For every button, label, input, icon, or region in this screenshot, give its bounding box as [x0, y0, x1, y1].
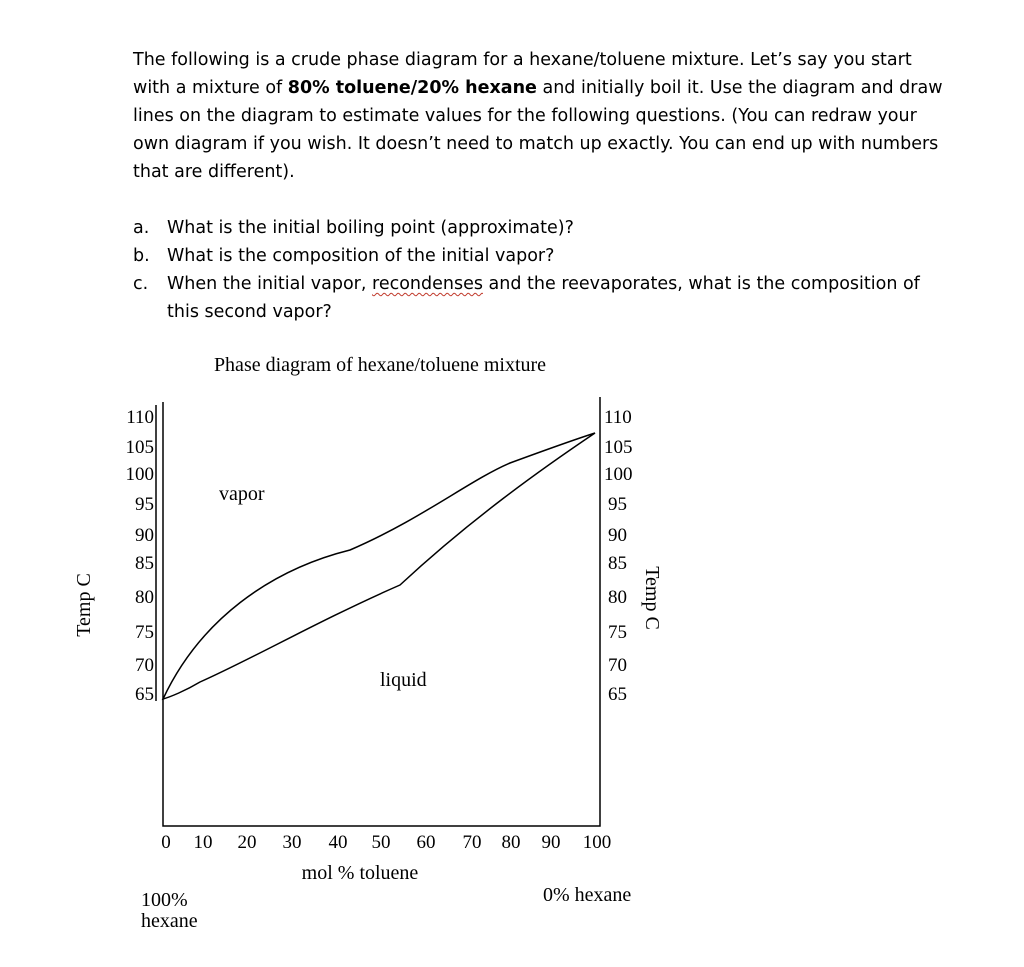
right-tick-label: 110 — [604, 407, 632, 428]
intro-bold-mixture: 80% toluene/20% hexane — [287, 78, 537, 98]
x-tick-label: 10 — [193, 832, 213, 853]
left-tick-label: 70 — [135, 655, 154, 676]
x-tick-label: 100 — [582, 832, 612, 853]
x-tick-label: 40 — [328, 832, 348, 853]
left-end-label-line1: 100% — [141, 889, 188, 911]
question-text-post: and the reevaporates, what is the composition of this second vapor? — [167, 274, 920, 322]
question-letter: c. — [133, 274, 149, 294]
left-tick-label: 65 — [135, 684, 154, 705]
x-tick-label: 50 — [371, 832, 391, 853]
left-tick-label: 95 — [135, 494, 154, 515]
question-text-pre: When the initial vapor, — [167, 274, 373, 294]
right-tick-label: 75 — [608, 622, 627, 643]
x-tick-label: 80 — [501, 832, 521, 853]
question-text: What is the initial boiling point (approximate)? — [167, 218, 574, 238]
y-axis-label-right: Temp C — [641, 566, 663, 630]
region-label-liquid: liquid — [380, 669, 427, 691]
question-letter: b. — [133, 246, 150, 266]
left-tick-label: 105 — [125, 437, 154, 458]
question-text: What is the composition of the initial vapor? — [167, 246, 555, 266]
right-tick-label: 85 — [608, 553, 627, 574]
right-tick-labels — [604, 407, 633, 705]
right-tick-label: 80 — [608, 587, 627, 608]
right-tick-label: 100 — [604, 464, 633, 485]
x-tick-label: 20 — [237, 832, 257, 853]
right-tick-label: 95 — [608, 494, 627, 515]
spellcheck-word: recondenses — [372, 274, 483, 294]
intro-text-1: The following is a crude phase diagram for a hexane/toluene mixture. Let’s say you start with a mixture of — [133, 50, 912, 98]
x-tick-label: 0 — [161, 832, 171, 853]
left-tick-label: 75 — [135, 622, 154, 643]
x-tick-label: 70 — [462, 832, 482, 853]
phase-envelope — [163, 433, 595, 699]
x-tick-label: 60 — [416, 832, 436, 853]
left-end-label-line2: hexane — [141, 910, 198, 932]
right-tick-label: 70 — [608, 655, 627, 676]
question-letter: a. — [133, 218, 150, 238]
diagram-title: Phase diagram of hexane/toluene mixture — [213, 354, 547, 376]
right-tick-label: 105 — [604, 437, 633, 458]
y-axis-label-left: Temp C — [73, 573, 95, 637]
right-end-label: 0% hexane — [543, 884, 632, 906]
left-tick-label: 110 — [126, 407, 154, 428]
left-tick-label: 90 — [135, 525, 154, 546]
right-tick-label: 65 — [608, 684, 627, 705]
intro-text-2: and initially boil it. Use the diagram and draw lines on the diagram to estimate values for the following questions. (You can redraw your own diagram if you wish. It doesn’t need to match up exactly. You can end up with numbers that are different). — [133, 78, 943, 182]
left-tick-label: 85 — [135, 553, 154, 574]
left-tick-label: 100 — [125, 464, 154, 485]
x-tick-labels — [161, 832, 611, 853]
x-tick-label: 90 — [541, 832, 561, 853]
left-tick-labels — [126, 407, 155, 705]
x-axis-label: mol % toluene — [301, 862, 419, 884]
left-tick-label: 80 — [135, 587, 154, 608]
plot-frame — [163, 402, 600, 826]
right-tick-label: 90 — [608, 525, 627, 546]
region-label-vapor: vapor — [219, 483, 265, 505]
x-tick-label: 30 — [282, 832, 302, 853]
